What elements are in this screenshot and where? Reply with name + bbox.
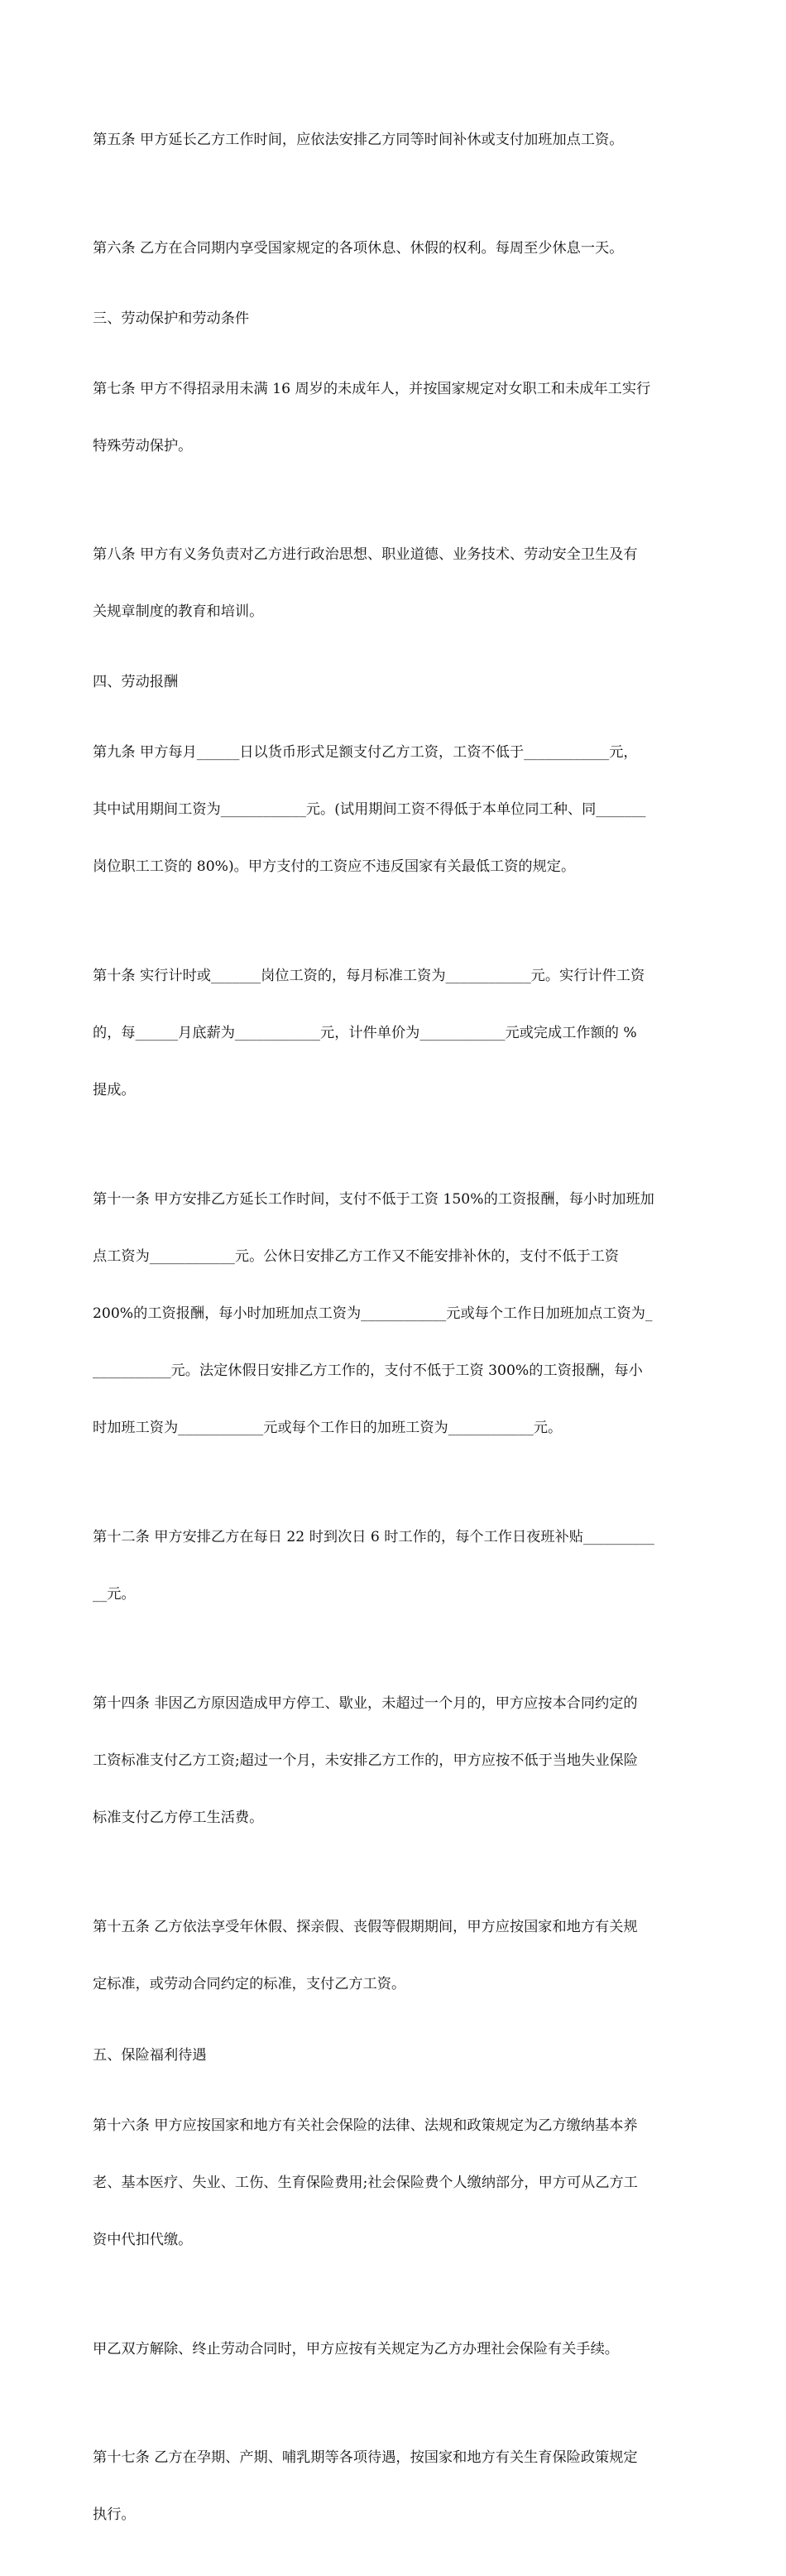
section-3-heading (93, 310, 693, 329)
article-16-line-3: 资中代扣代缴。 (93, 2232, 193, 2248)
article-10-line-3: 提成。 (93, 1082, 136, 1098)
article-10-line-2: 的，每______月底薪为____________元，计件单价为____________元或完成工作额的 % (93, 1025, 637, 1041)
article-11 (93, 1152, 693, 1476)
article-11-line-3: 200%的工资报酬，每小时加班加点工资为____________元或每个工作日加班加点工资为_ (93, 1305, 653, 1322)
article-15-line-1: 第十五条 乙方依法享受年休假、探亲假、丧假等假期期间，甲方应按国家和地方有关规 (93, 1919, 638, 1935)
article-11-line-5: 时加班工资为____________元或每个工作日的加班工资为____________元。 (93, 1420, 563, 1436)
article-8-line-2: 关规章制度的教育和培训。 (93, 603, 264, 620)
article-8 (93, 507, 693, 660)
article-11-line-2: 点工资为____________元。公休日安排乙方工作又不能安排补休的，支付不低于工资 (93, 1248, 619, 1265)
article-14 (93, 1656, 693, 1866)
article-15 (93, 1880, 693, 2032)
article-15-line-2: 定标准，或劳动合同约定的标准，支付乙方工资。 (93, 1976, 406, 1992)
section-4-title: 四、劳动报酬 (93, 674, 179, 690)
article-16-supplement (93, 2302, 693, 2397)
section-3-title: 三、劳动保护和劳动条件 (93, 310, 250, 327)
section-4-heading (93, 673, 693, 692)
article-6-line-1: 第六条 乙方在合同期内享受国家规定的各项休息、休假的权利。每周至少休息一天。 (93, 240, 624, 257)
article-5 (93, 93, 693, 188)
article-17-line-1: 第十七条 乙方在孕期、产期、哺乳期等各项待遇，按国家和地方有关生育保险政策规定 (93, 2449, 638, 2466)
article-12 (93, 1490, 693, 1642)
article-9 (93, 705, 693, 915)
article-10-line-1: 第十条 实行计时或_______岗位工资的，每月标准工资为____________元。实行计件工资 (93, 968, 645, 984)
article-16-line-1: 第十六条 甲方应按国家和地方有关社会保险的法律、法规和政策规定为乙方缴纳基本养 (93, 2117, 638, 2134)
article-10 (93, 929, 693, 1138)
article-7 (93, 342, 693, 494)
section-5-heading (93, 2046, 693, 2065)
article-14-line-2: 工资标准支付乙方工资;超过一个月，未安排乙方工作的，甲方应按不低于当地失业保险 (93, 1752, 638, 1769)
article-16 (93, 2079, 693, 2288)
article-12-line-2: __元。 (93, 1586, 136, 1603)
article-7-line-2: 特殊劳动保护。 (93, 438, 193, 454)
section-5-title: 五、保险福利待遇 (93, 2047, 207, 2064)
article-16-line-2: 老、基本医疗、失业、工伤、生育保险费用;社会保险费个人缴纳部分，甲方可从乙方工 (93, 2175, 638, 2191)
article-12-line-1: 第十二条 甲方安排乙方在每日 22 时到次日 6 时工作的，每个工作日夜班补贴__________ (93, 1529, 654, 1545)
article-9-line-2: 其中试用期间工资为____________元。(试用期间工资不得低于本单位同工种、同_______ (93, 801, 646, 818)
article-7-line-1: 第七条 甲方不得招录用未满 16 周岁的未成年人，并按国家规定对女职工和未成年工实行 (93, 381, 651, 397)
article-17-line-2: 执行。 (93, 2506, 136, 2523)
article-6 (93, 201, 693, 296)
article-8-line-1: 第八条 甲方有义务负责对乙方进行政治思想、职业道德、业务技术、劳动安全卫生及有 (93, 546, 638, 563)
article-11-line-1: 第十一条 甲方安排乙方延长工作时间，支付不低于工资 150%的工资报酬，每小时加班加 (93, 1191, 654, 1208)
article-17 (93, 2410, 693, 2563)
article-14-line-3: 标准支付乙方停工生活费。 (93, 1809, 264, 1826)
article-14-line-1: 第十四条 非因乙方原因造成甲方停工、歇业，未超过一个月的，甲方应按本合同约定的 (93, 1695, 638, 1712)
article-16-supplement-line-1: 甲乙双方解除、终止劳动合同时，甲方应按有关规定为乙方办理社会保险有关手续。 (93, 2341, 619, 2357)
article-11-line-4: ___________元。法定休假日安排乙方工作的，支付不低于工资 300%的工资报酬，每小 (93, 1362, 643, 1379)
article-9-line-1: 第九条 甲方每月______日以货币形式足额支付乙方工资，工资不低于____________元， (93, 744, 638, 761)
article-9-line-3: 岗位职工工资的 80%)。甲方支付的工资应不违反国家有关最低工资的规定。 (93, 858, 576, 875)
document-page (93, 93, 693, 2576)
article-5-line-1: 第五条 甲方延长乙方工作时间，应依法安排乙方同等时间补休或支付加班加点工资。 (93, 132, 624, 148)
